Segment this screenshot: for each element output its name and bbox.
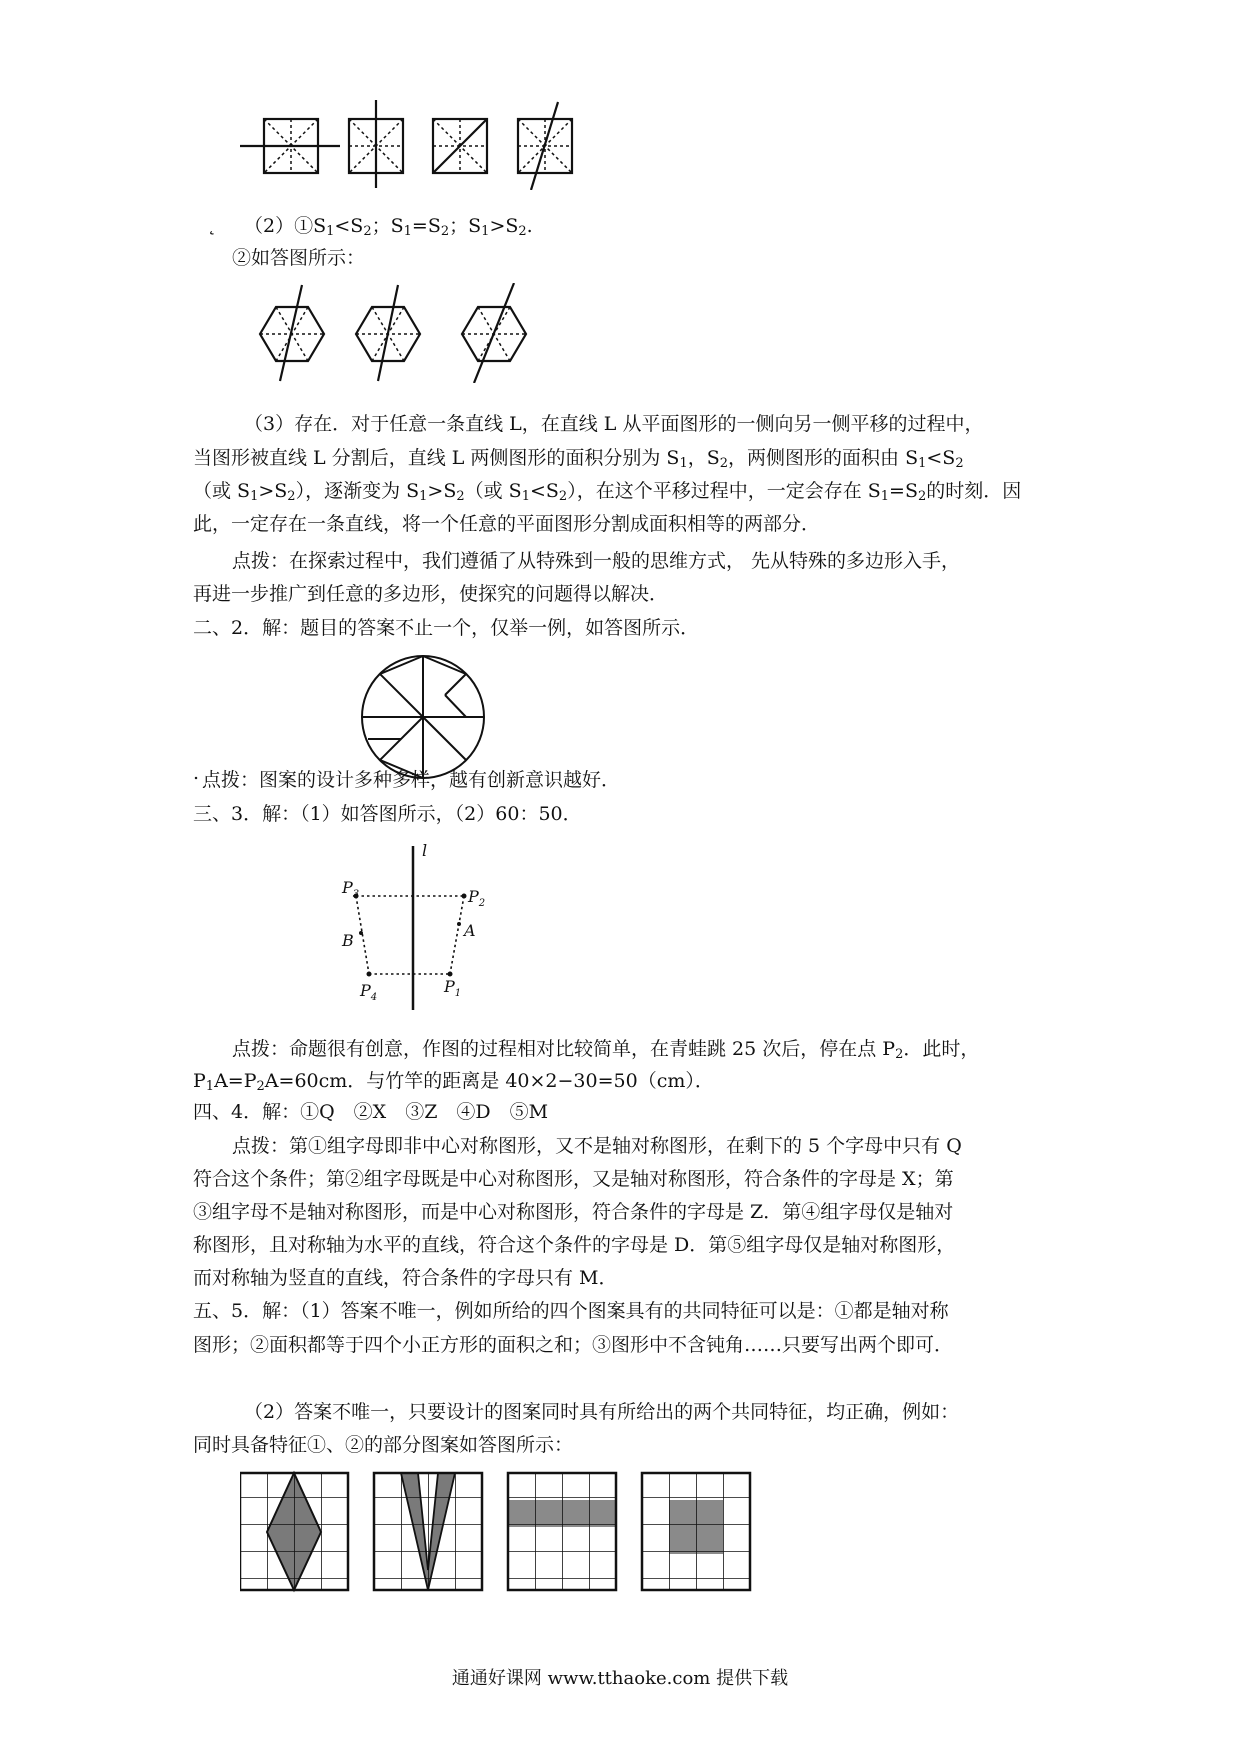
answer-part-3-line1: （3）存在．对于任意一条直线 L，在直线 L 从平面图形的一侧向另一侧平移的过程中，: [244, 413, 984, 435]
grid-pattern-figures: [240, 1470, 800, 1600]
small-dot-mark: ˛: [207, 214, 217, 236]
question-3-answer: 三、3．解：（1）如答图所示，（2）60：50．: [193, 803, 582, 825]
page-footer: 通通好课网 www.tthaoke.com 提供下载: [451, 1668, 789, 1689]
circle-pattern-figure: [358, 652, 488, 782]
hint-4-line5: 而对称轴为竖直的直线，符合条件的字母只有 M．: [193, 1267, 618, 1289]
point-b-label: B: [342, 931, 354, 950]
reflection-line-figure: [330, 838, 520, 1018]
answer-part-3-line2: 当图形被直线 L 分割后，直线 L 两侧图形的面积分别为 $S_1$，$S_2$，两侧图形的面积由 $S_1<S_2$: [193, 447, 964, 471]
answer-part-2b: ②如答图所示：: [232, 247, 366, 269]
answer-part-3-line4: 此，一定存在一条直线，将一个任意的平面图形分割成面积相等的两部分．: [193, 513, 821, 535]
hint-1-line1: 点拨：在探索过程中，我们遵循了从特殊到一般的思维方式， 先从特殊的多边形入手，: [232, 550, 961, 572]
question-5b-line2: 同时具备特征①、②的部分图案如答图所示：: [193, 1434, 574, 1456]
point-p2-label: $P_2$: [468, 887, 486, 909]
hint-4-line1: 点拨：第①组字母即非中心对称图形，又不是轴对称图形，在剩下的 5 个字母中只有 Q: [232, 1135, 962, 1157]
hint-1-line2: 再进一步推广到任意的多边形，使探究的问题得以解决．: [193, 583, 669, 605]
hexagon-division-figures: [250, 283, 550, 383]
question-5-answer-line1: 五、5．解：（1）答案不唯一，例如所给的四个图案具有的共同特征可以是：①都是轴对称: [193, 1300, 949, 1322]
hint-2: 点拨：图案的设计多种多样，越有创新意识越好．: [202, 769, 621, 791]
square-division-figures: [240, 100, 600, 190]
line-l-label: l: [422, 841, 428, 860]
hint-3-line1: 点拨：命题很有创意，作图的过程相对比较简单，在青蛙跳 25 次后，停在点 $P_2$．此时，: [232, 1038, 980, 1062]
question-5-answer-line2: 图形；②面积都等于四个小正方形的面积之和；③图形中不含钝角……只要写出两个即可．: [193, 1334, 954, 1356]
hint-4-line2: 符合这个条件；第②组字母既是中心对称图形，又是轴对称图形，符合条件的字母是 X；第: [193, 1168, 954, 1190]
point-p3-label: $P_3$: [342, 878, 360, 900]
point-p4-label: $P_4$: [360, 981, 378, 1003]
answer-part-3-line3: （或 $S_1>S_2$），逐渐变为 $S_1>S_2$（或 $S_1<S_2$），在这个平移过程中，一定会存在 $S_1=S_2$的时刻．因: [193, 480, 1022, 504]
hint-4-line4: 称图形，且对称轴为水平的直线，符合这个条件的字母是 D．第⑤组字母仅是轴对称图形，: [193, 1234, 956, 1256]
small-dot-mark-2: .: [193, 762, 200, 784]
point-a-label: A: [464, 921, 476, 940]
question-5b-line1: （2）答案不唯一，只要设计的图案同时具有所给出的两个共同特征，均正确，例如：: [244, 1401, 960, 1423]
question-2-answer: 二、2．解：题目的答案不止一个，仅举一例，如答图所示．: [193, 617, 700, 639]
question-4-answer: 四、4．解：①Q ②X ③Z ④D ⑤M: [193, 1101, 549, 1123]
hint-3-line2: $P_1A=P_2A=60cm$．与竹竿的距离是 40×2−30=50（cm）．: [193, 1070, 714, 1094]
answer-part-2: $(2)①S_1<S_2$；$S_1=S_2$；$S_1>S_2$.: [244, 215, 533, 239]
point-p1-label: $P_1$: [444, 977, 462, 999]
hint-4-line3: ③组字母不是轴对称图形，而是中心对称图形，符合条件的字母是 Z．第④组字母仅是轴对: [193, 1201, 954, 1223]
